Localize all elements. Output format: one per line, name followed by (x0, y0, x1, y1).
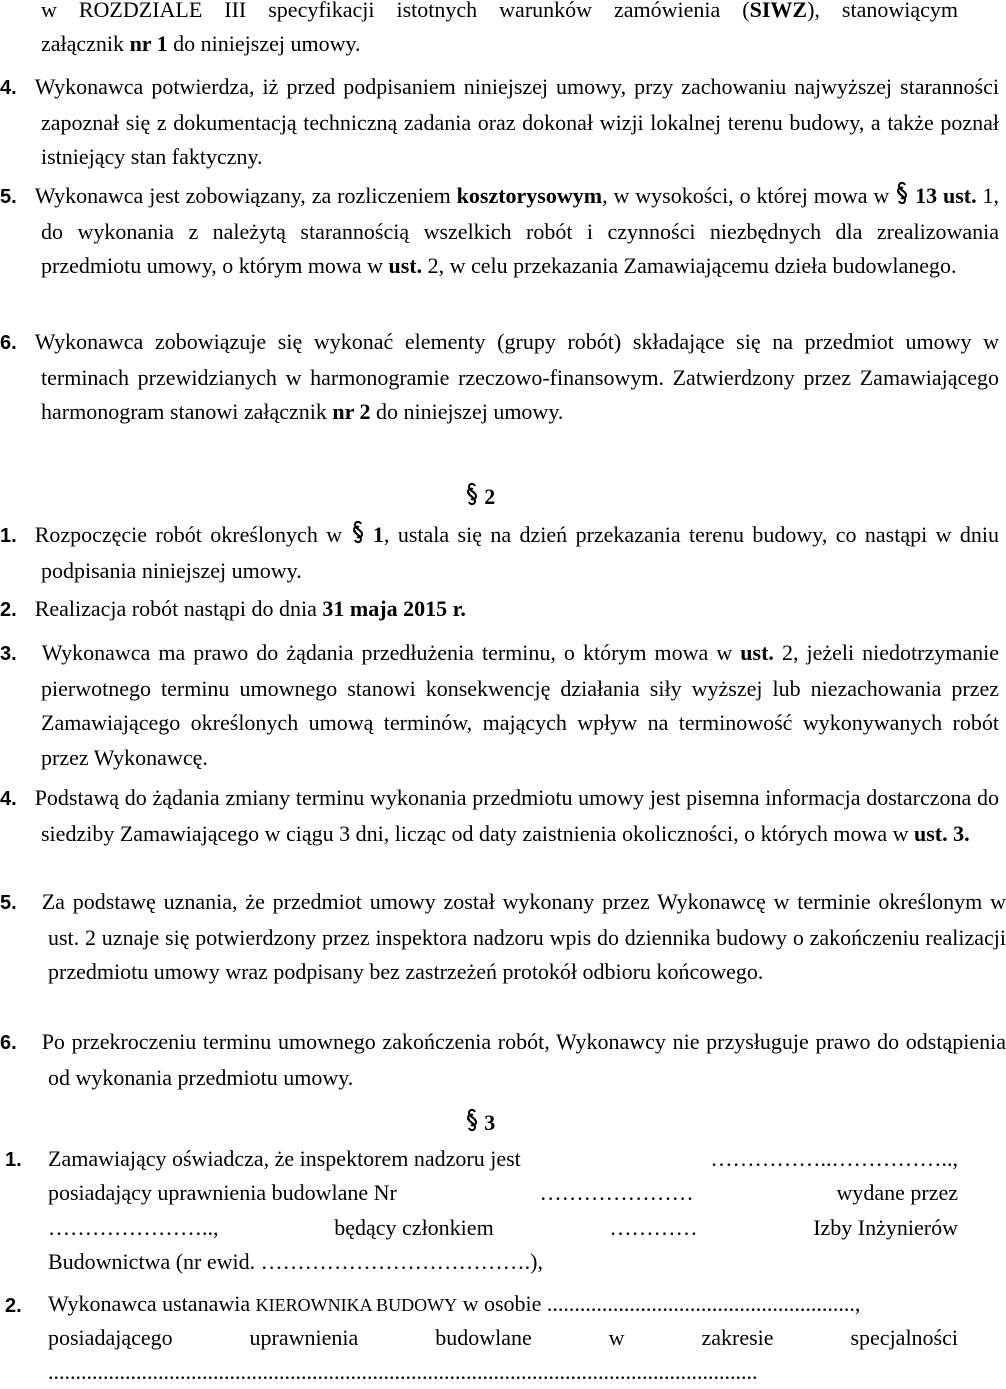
license-number-blank: ………………… (539, 1180, 694, 1205)
section-heading-2: 2 (0, 481, 960, 510)
site-manager-caps: KIEROWNIKA BUDOWY (255, 1295, 458, 1315)
chamber-blank: ………… (609, 1215, 698, 1240)
site-manager-line-2: posiadającego uprawnienia budowlane w zakresie specjalności (48, 1325, 958, 1350)
item-number: 5. (0, 186, 17, 208)
paragraph-2-3: 3. Wykonawca ma prawo do żądania przedłużenia terminu, o którym mowa w ust. 2, jeżeli niedotrzymanie pierwotnego terminu umownego stanowi konsekwencję działania siły wyższej lub niezachowania przez Zamawiającego określonych umową terminów, mających wpływ na terminowość wykonywanych robót przez Wykonawcę. (0, 640, 1000, 770)
section-heading-3: 3 (0, 1107, 960, 1136)
intro-line-2: załącznik nr 1 do niniejszej umowy. (41, 31, 361, 56)
paragraph-2-6: 6. Po przekroczeniu terminu umownego zakończenia robót, Wykonawcy nie przysługuje prawo do odstąpienia od wykonania przedmiotu umowy. (0, 1029, 1006, 1090)
item-number: 4. (0, 788, 17, 810)
inspector-line-3: ………………….., będący członkiem ………… Izby Inżynierów (48, 1211, 958, 1245)
paragraph-reference: 13 ust. (915, 183, 977, 208)
item-number: 3. (0, 643, 17, 665)
paragraph-2-2: 2. Realizacja robót nastąpi do dnia 31 maja 2015 r. (0, 596, 466, 621)
issuer-blank: ………………….., (48, 1215, 219, 1240)
settlement-type: kosztorysowym (456, 183, 603, 208)
intro-line-1: w ROZDZIALE III specyfikacji istotnych warunków zamówienia (SIWZ), stanowiącym (41, 0, 958, 28)
inspector-line-1: Zamawiający oświadcza, że inspektorem nadzoru jest ……………..…………….., (48, 1142, 958, 1176)
item-number: 2. (5, 1295, 22, 1317)
item-number: 1. (5, 1149, 22, 1171)
attachment-number: nr 1 (129, 31, 168, 56)
inspector-line-4: Budownictwa (nr ewid. ……………………………….), (48, 1249, 543, 1274)
item-number: 2. (0, 599, 17, 621)
paragraph-1-6: 6. Wykonawca zobowiązuje się wykonać elementy (grupy robót) składające się na przedmiot umowy w terminach przewidzianych w harmonogramie rzeczowo-finansowym. Zatwierdzony przez Zamawiającego harmonogram stanowi załącznik nr 2 do niniejszej umowy. (0, 329, 999, 425)
inspector-line-2: posiadający uprawnienia budowlane Nr ………………… wydane przez (48, 1176, 958, 1210)
item-number: 4. (0, 77, 17, 99)
paragraph-2-4: 4. Podstawą do żądania zmiany terminu wykonania przedmiotu umowy jest pisemna informacja dostarczona do siedziby Zamawiającego w ciągu 3 dni, licząc od daty zaistnienia okoliczności, o których mowa w ust. 3. (0, 785, 999, 846)
specialty-blank: ................................................................................................................................. (48, 1359, 758, 1384)
inspector-name-blank: ……………..…………….., (710, 1146, 958, 1171)
paragraph-2-1: 1. Rozpoczęcie robót określonych w 1, ustala się na dzień przekazania terenu budowy, co nastąpi w dniu podpisania niniejszej umowy. (0, 518, 999, 588)
siwz-abbrev: SIWZ (749, 0, 808, 22)
deadline-date: 31 maja 2015 r. (322, 596, 466, 621)
section-sign-icon (465, 1107, 479, 1133)
site-manager-blank: w osobie ........................................................, (457, 1291, 861, 1316)
item-number: 5. (0, 892, 17, 914)
item-number: 6. (0, 332, 17, 354)
attachment-number: nr 2 (332, 399, 371, 425)
site-manager-line-1: Wykonawca ustanawia KIEROWNIKA BUDOWY w osobie ........................................................, (48, 1291, 861, 1316)
section-sign-icon (895, 180, 909, 206)
paragraph-2-5: 5. Za podstawę uznania, że przedmiot umowy został wykonany przez Wykonawcę w terminie określonym w ust. 2 uznaje się potwierdzony przez inspektora nadzoru wpis do dziennika budowy o zakończeniu realizacji przedmiotu umowy wraz podpisany bez zastrzeżeń protokół odbioru końcowego. (0, 889, 1006, 985)
paragraph-1-4: 4. Wykonawca potwierdza, iż przed podpisaniem niniejszej umowy, przy zachowaniu najwyższej staranności zapoznał się z dokumentacją techniczną zadania oraz dokonał wizji lokalnej terenu budowy, a także poznał istniejący stan faktyczny. (0, 74, 999, 170)
section-sign-icon (351, 519, 365, 545)
item-number: 1. (0, 525, 17, 547)
item-number: 6. (0, 1032, 17, 1054)
paragraph-1-5: 5. Wykonawca jest zobowiązany, za rozliczeniem kosztorysowym, w wysokości, o której mowa w 13 ust. 1, do wykonania z należytą starannością wszelkich robót i czynności niezbędnych dla zrealizowania przedmiotu umowy, o którym mowa w ust. 2, w celu przekazania Zamawiającemu dzieła budowlanego. (0, 179, 999, 284)
paragraph-reference: 1 (372, 522, 384, 547)
section-sign-icon (465, 481, 479, 507)
